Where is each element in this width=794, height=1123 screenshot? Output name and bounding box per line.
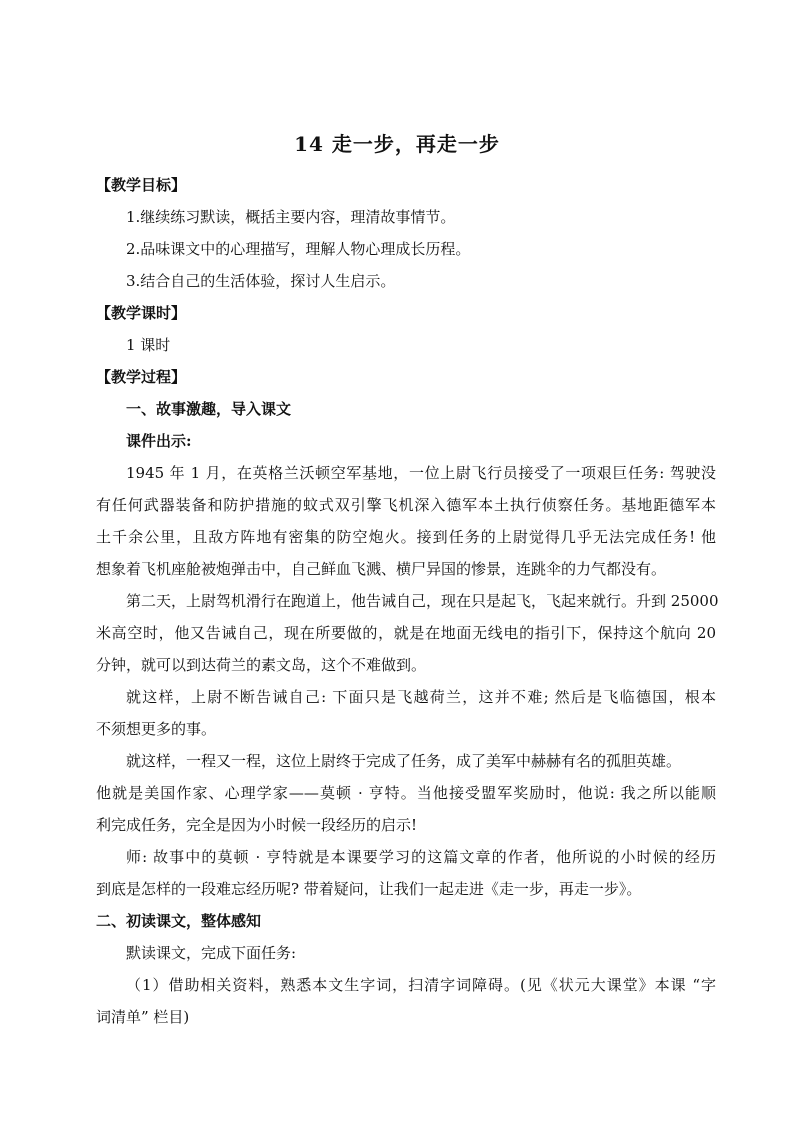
paragraph-2-line-3: 分钟，就可以到达荷兰的素文岛，这个不难做到。 (96, 656, 427, 674)
paragraph-1-line-1: 1945 年 1 月，在英格兰沃顿空军基地，一位上尉飞行员接受了一项艰巨任务: 驾驶没 (126, 464, 716, 482)
paragraph-4-line-3: 利完成任务，完全是因为小时候一段经历的启示! (96, 816, 418, 834)
paragraph-5-line-2: 到底是怎样的一段难忘经历呢? 带着疑问，让我们一起走进《走一步，再走一步》。 (96, 880, 642, 898)
paragraph-1-line-3: 土千余公里，且敌方阵地有密集的防空炮火。接到任务的上尉觉得几乎无法完成任务! 他 (96, 528, 716, 546)
hours-value: 1 课时 (126, 336, 171, 354)
goal-item-1: 1.继续练习默读，概括主要内容，理清故事情节。 (126, 208, 456, 226)
goal-item-3: 3.结合自己的生活体验，探讨人生启示。 (126, 272, 396, 290)
paragraph-3-line-1: 就这样，上尉不断告诫自己: 下面只是飞越荷兰，这并不难; 然后是飞临德国，根本 (126, 688, 716, 706)
task-1-line-2: 词清单” 栏目) (96, 1008, 190, 1026)
section2-heading: 二、初读课文，整体感知 (96, 912, 262, 930)
paragraph-1-line-2: 有任何武器装备和防护措施的蚊式双引擎飞机深入德军本土执行侦察任务。基地距德军本 (96, 496, 716, 514)
paragraph-5-line-1: 师: 故事中的莫顿 · 亨特就是本课要学习的这篇文章的作者，他所说的小时候的经历 (126, 848, 716, 866)
hours-heading: 【教学课时】 (96, 304, 187, 322)
paragraph-3-line-2: 不须想更多的事。 (96, 720, 217, 738)
paragraph-4-line-2: 他就是美国作家、心理学家——莫顿 · 亨特。当他接受盟军奖励时，他说: 我之所以能顺 (96, 784, 716, 802)
paragraph-4-line-1: 就这样，一程又一程，这位上尉终于完成了任务，成了美军中赫赫有名的孤胆英雄。 (126, 752, 682, 770)
paragraph-2-line-1: 第二天，上尉驾机滑行在跑道上，他告诫自己，现在只是起飞，飞起来就行。升到 25000 (126, 592, 719, 610)
lesson-title: 14 走一步，再走一步 (294, 132, 500, 156)
task-1-line-1: （1）借助相关资料，熟悉本文生字词，扫清字词障碍。(见《状元大课堂》本课 “字 (126, 976, 716, 994)
section1-subheading: 课件出示: (126, 432, 192, 450)
section1-heading: 一、故事激趣，导入课文 (126, 400, 292, 418)
goals-heading: 【教学目标】 (96, 176, 187, 194)
goal-item-2: 2.品味课文中的心理描写，理解人物心理成长历程。 (126, 240, 471, 258)
section2-intro: 默读课文，完成下面任务: (126, 944, 297, 962)
process-heading: 【教学过程】 (96, 368, 187, 386)
paragraph-1-line-4: 想象着飞机座舱被炮弹击中，自己鲜血飞溅、横尸异国的惨景，连跳伞的力气都没有。 (96, 560, 667, 578)
paragraph-2-line-2: 米高空时，他又告诫自己，现在所要做的，就是在地面无线电的指引下，保持这个航向 20 (96, 624, 716, 642)
